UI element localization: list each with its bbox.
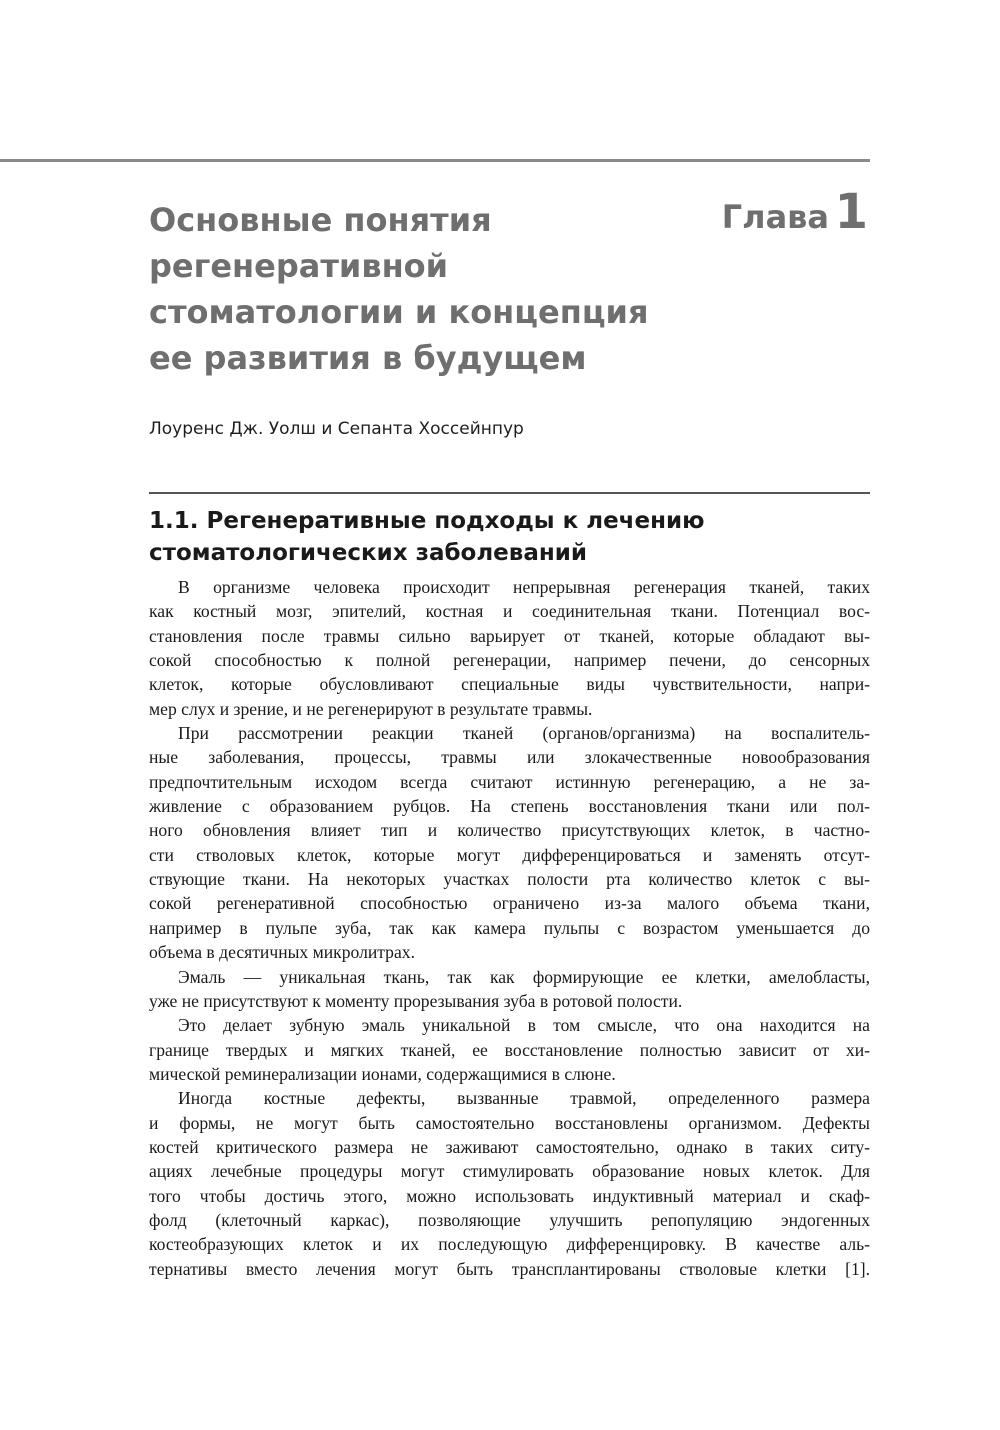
paragraph (149, 965, 870, 1014)
chapter-word: Глава (721, 198, 830, 236)
text-line: сокой способностью к полной регенерации, например печени, до сенсорных (149, 650, 870, 671)
text-line: При рассмотрении реакции тканей (органов/организма) на воспалитель- (178, 723, 870, 744)
text-line: Это делает зубную эмаль уникальной в том смысле, что она находится на (178, 1015, 870, 1036)
paragraph (149, 1086, 870, 1281)
body-text (149, 575, 870, 1281)
text-line: ные заболевания, процессы, травмы или злокачественные новообразования (149, 747, 870, 768)
text-line: как костный мозг, эпителий, костная и соединительная ткани. Потенциал вос- (149, 601, 870, 622)
paragraph (149, 721, 870, 964)
authors: Лоуренс Дж. Уолш и Сепанта Хоссейнпур (149, 419, 524, 439)
chapter-title-line: стоматологии и концепция (149, 293, 649, 331)
text-line: того чтобы достичь этого, можно использовать индуктивный материал и скаф- (149, 1185, 870, 1206)
text-line: и формы, не могут быть самостоятельно восстановлены организмом. Дефекты (149, 1112, 870, 1133)
paragraph (149, 1013, 870, 1086)
text-line: костей критического размера не заживают самостоятельно, однако в таких ситу- (149, 1136, 870, 1157)
section-heading (149, 505, 870, 569)
text-line: костеобразующих клеток и их последующую дифференцировку. В качестве аль- (149, 1234, 870, 1255)
chapter-number: 1 (834, 184, 868, 240)
text-line: уже не присутствуют к моменту прорезывания зуба в ротовой полости. (149, 990, 683, 1011)
text-line: ствующие ткани. На некоторых участках полости рта количество клеток с вы- (149, 869, 870, 890)
section-divider (149, 492, 870, 494)
text-line: фолд (клеточный каркас), позволяющие улучшить репопуляцию эндогенных (149, 1209, 870, 1230)
text-line: клеток, которые обусловливают специальные виды чувствительности, напри- (149, 674, 870, 695)
chapter-title-line: регенеративной (149, 247, 449, 285)
text-line: ациях лечебные процедуры могут стимулировать образование новых клеток. Для (149, 1161, 870, 1182)
text-line: предпочтительным исходом всегда считают истинную регенерацию, а не за- (149, 771, 870, 792)
text-line: ного обновления влияет тип и количество присутствующих клеток, в частно- (149, 820, 870, 841)
section-heading-line: стоматологических заболеваний (149, 540, 587, 566)
text-line: В организме человека происходит непрерывная регенерация тканей, таких (178, 577, 870, 597)
text-line: сти стволовых клеток, которые могут дифференцироваться и заменять отсут- (149, 844, 870, 865)
top-divider (0, 159, 870, 162)
chapter-title-line: ее развития в будущем (149, 339, 587, 377)
section-heading-line: 1.1. Регенеративные подходы к лечению (149, 508, 705, 534)
text-line: мер слух и зрение, и не регенерируют в результате травмы. (149, 698, 593, 719)
text-line: например в пульпе зуба, так как камера пульпы с возрастом уменьшается до (149, 917, 870, 938)
text-line: Эмаль — уникальная ткань, так как формирующие ее клетки, амелобласты, (178, 966, 870, 987)
chapter-label (722, 184, 868, 240)
text-line: Иногда костные дефекты, вызванные травмой, определенного размера (178, 1088, 870, 1109)
text-line: границе твердых и мягких тканей, ее восстановление полностью зависит от хи- (149, 1039, 870, 1060)
text-line: становления после травмы сильно варьирует от тканей, которые обладают вы- (149, 625, 870, 646)
text-line: мической реминерализации ионами, содержащимися в слюне. (149, 1063, 616, 1084)
text-line: сокой регенеративной способностью ограничено из-за малого объема ткани, (149, 893, 870, 914)
chapter-title-line: Основные понятия (149, 201, 492, 239)
chapter-title (149, 197, 689, 381)
paragraph (149, 575, 870, 721)
text-line: живление с образованием рубцов. На степень восстановления ткани или пол- (149, 796, 870, 817)
text-line: тернативы вместо лечения могут быть трансплантированы стволовые клетки [1]. (149, 1258, 870, 1279)
text-line: объема в десятичных микролитрах. (149, 942, 415, 963)
